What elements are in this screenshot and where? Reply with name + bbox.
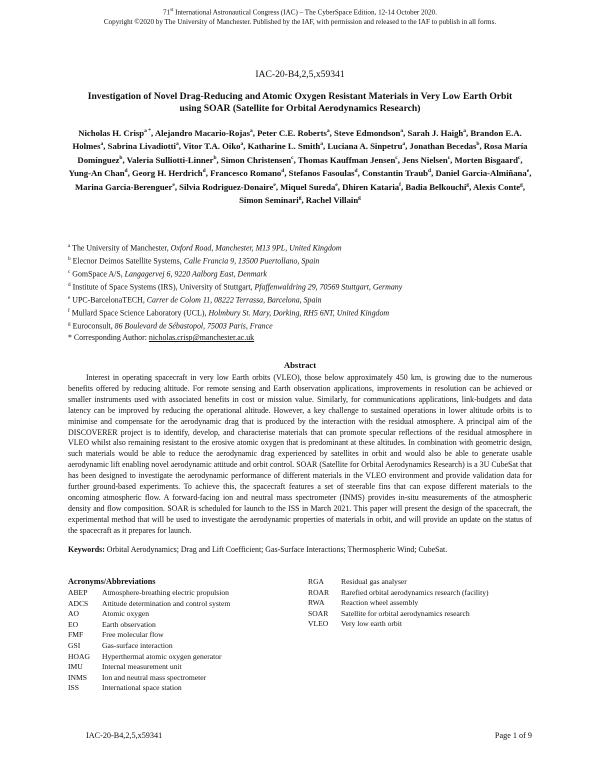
affiliation-address: Oxford Road, Manchester, M13 9PL, United Kingdom <box>170 243 342 253</box>
corresponding-author <box>68 332 548 343</box>
affiliation-institution: Mullard Space Science Laboratory (UCL), <box>69 308 209 318</box>
conference-line <box>40 6 560 17</box>
acronym-row <box>308 577 548 588</box>
conference-name: International Astronautical Congress (IAC) – The CyberSpace Edition, 12-14 October 2020. <box>173 8 437 17</box>
acronym-definition: Hyperthermal atomic oxygen generator <box>102 651 222 661</box>
author-affiliation-mark: e <box>172 181 175 188</box>
author-affiliation-mark: g <box>298 195 302 202</box>
acronym-abbr: SOAR <box>308 608 329 618</box>
acronym-abbr: IMU <box>68 662 83 672</box>
conference-header <box>40 6 560 27</box>
author-name: Badia Belkouchi <box>405 181 467 192</box>
acronym-row <box>68 641 308 652</box>
affiliation-list <box>68 241 548 344</box>
author-affiliation-mark: d <box>281 168 285 175</box>
affiliation-address: Carrer de Colom 11, 08222 Terrassa, Barcelona, Spain <box>146 295 322 305</box>
author-affiliation-mark: a <box>402 141 406 148</box>
acronym-abbr: GSI <box>68 640 81 650</box>
author-affiliation-mark: g <box>520 181 523 188</box>
footer-page-number: Page 1 of 9 <box>494 731 532 740</box>
author-name: Morten Bisgaard <box>454 154 518 165</box>
affiliation-address: Calle Francia 9, 13500 Puertollano, Spain <box>183 256 320 266</box>
author-name: Stefanos Fasoulas <box>288 168 355 179</box>
author-affiliation-mark: a <box>240 141 244 148</box>
acronym-abbr: ROAR <box>308 587 330 597</box>
acronym-definition: Atmosphere-breathing electric propulsion <box>102 588 229 597</box>
affiliation <box>68 319 548 332</box>
conference-ordinal: st <box>170 8 174 13</box>
conference-number: 71 <box>163 8 171 17</box>
acronym-row <box>68 609 308 620</box>
affiliation-mark: e <box>68 295 71 302</box>
paper-title: Investigation of Novel Drag-Reducing and Atomic Oxygen Resistant Materials in Very Low Earth Orbit using SOAR (Satellite for Orbital Aerodynamics Research) <box>87 91 513 114</box>
author-name: Sarah J. Haigh <box>407 127 464 138</box>
acronym-row <box>68 599 308 610</box>
author-affiliation-mark: a * <box>144 128 151 134</box>
acronym-row <box>68 620 308 631</box>
author-name: Simon Seminari <box>239 195 299 206</box>
acronym-row <box>68 673 308 684</box>
author-affiliation-mark: a <box>320 141 323 148</box>
acronym-row <box>308 609 548 620</box>
acronym-abbr: INMS <box>68 672 87 682</box>
acronym-definition: Free molecular flow <box>102 630 164 640</box>
footer-paper-code: IAC-20-B4,2,5,x59341 <box>86 731 163 740</box>
acronym-definition: Internal measurement unit <box>102 662 182 672</box>
author-affiliation-mark: a <box>463 128 467 134</box>
copyright-line: Copyright ©2020 by The University of Manchester. Published by the IAF, with permission and released to the IAF to publish in all forms. <box>103 18 497 27</box>
acronym-abbr: RGA <box>308 577 325 586</box>
author-affiliation-mark: g <box>466 181 470 188</box>
acronym-row <box>68 662 308 673</box>
author-affiliation-mark: e <box>335 181 338 188</box>
abstract-heading: Abstract <box>283 360 317 370</box>
affiliation <box>68 267 548 280</box>
author-name: Steve Edmondson <box>334 127 401 138</box>
acronym-row <box>68 652 308 663</box>
affiliation-mark: g <box>68 321 71 328</box>
acronym-definition: Rarefied orbital aerodynamics research (facility) <box>341 587 489 597</box>
acronym-row <box>68 588 308 599</box>
author-affiliation-mark: a <box>250 128 253 134</box>
author-name: Rosa María Domínguez <box>77 141 528 165</box>
acronyms-right-column <box>308 577 548 630</box>
author-name: Marina Garcia-Berenguer <box>74 181 173 192</box>
affiliation-address: Langagervej 6, 9220 Aalborg East, Denmark <box>124 269 267 279</box>
abstract-text: Interest in operating spacecraft in very low Earth orbits (VLEO), those below approximately 450 km, is growing due to the numerous benefits offered by reducing altitude. For remote sensing and Earth observation applications, improvements in resolution can be achieved or smaller instruments used with associated benefits in cost or mission value. Similarly, for communications applications, link-budgets and data latency can be improved by reducing the operational altitude. However, a key challenge to sustained operations in lower altitude orbits is to minimise and compensate for the aerodynamic drag that is produced by the interaction with the residual atmosphere. A principal aim of the DISCOVERER project is to identify, develop, and characterise materials that can promote specular reflections of the residual atmosphere in VLEO whilst also remaining resistant to the erosive atomic oxygen that is predominant at these altitudes. In combination with geometric design, such materials would be able to reduce the aerodynamic drag experienced by satellites in orbit and would also be able to generate usable aerodynamic lift enabling novel aerodynamic attitude and orbit control. SOAR (Satellite for Orbital Aerodynamics Research) is a 3U CubeSat that has been designed to investigate the aerodynamic performance of different materials in the VLEO environment and provide validation data for further ground-based experiments. To achieve this, the spacecraft features a set of steerable fins that can expose different materials to the oncoming atmospheric flow. A forward-facing ion and neutral mass spectrometer (INMS) provides in-situ measurements of the atmospheric density and flow composition. SOAR is scheduled for launch to the ISS in March 2021. This paper will present the design of the spacecraft, the experimental method that will be used to investigate the aerodynamic properties of materials in orbit, and will provide an update on the status of the spacecraft as it prepares for launch. <box>68 373 532 535</box>
author-name: Valeria Sulliotti-Linner <box>126 154 214 165</box>
affiliation-mark: a <box>68 243 71 249</box>
author-affiliation-mark: g <box>358 195 361 202</box>
keywords-text: Orbital Aerodynamics; Drag and Lift Coefficient; Gas-Surface Interactions; Thermospheric Wind; CubeSat. <box>104 545 448 554</box>
acronym-row <box>68 630 308 641</box>
acronym-definition: Satellite for orbital aerodynamics research <box>341 608 470 618</box>
acronym-row <box>308 598 548 609</box>
author-name: Silvia Rodriguez-Donaire <box>179 181 274 192</box>
affiliation <box>68 293 548 306</box>
acronym-row <box>308 588 548 599</box>
author-affiliation-mark: e <box>526 168 530 175</box>
acronym-abbr: AO <box>68 609 79 619</box>
acronym-definition: Gas-surface interaction <box>102 640 173 650</box>
acronym-definition: Very low earth orbit <box>341 619 402 629</box>
keywords-label: Keywords: <box>68 545 105 554</box>
affiliation-institution: GomSpace A/S, <box>70 269 125 279</box>
affiliation-address: Holmbury St. Mary, Dorking, RH5 6NT, United Kingdom <box>208 308 390 318</box>
author-name: Sabrina Livadiotti <box>107 141 176 152</box>
author-affiliation-mark: a <box>100 141 104 148</box>
affiliation-mark: d <box>68 282 71 289</box>
author-name: Daniel Garcia-Almiñana <box>435 168 527 179</box>
acronym-abbr: EO <box>68 619 79 629</box>
acronyms-heading: Acronyms/Abbreviations <box>68 577 156 586</box>
affiliation-institution: Euroconsult, <box>70 321 115 331</box>
author-name: Brandon E.A. Holmes <box>72 127 522 152</box>
author-name: Luciana A. Sinpetru <box>327 141 403 152</box>
author-affiliation-mark: e <box>273 181 276 188</box>
author-affiliation-mark: d <box>354 168 358 175</box>
author-affiliation-mark: a <box>175 141 179 148</box>
author-affiliation-mark: a <box>326 128 330 134</box>
corresponding-label: * Corresponding Author: <box>68 333 149 343</box>
acronym-definition: Ion and neutral mass spectrometer <box>102 672 207 682</box>
affiliation-institution: The University of Manchester, <box>70 243 171 253</box>
paper-code: IAC-20-B4,2,5,x59341 <box>255 69 345 80</box>
acronym-row <box>308 619 548 630</box>
acronym-abbr: RWA <box>308 598 325 608</box>
acronym-abbr: ADCS <box>68 598 89 608</box>
keywords <box>68 545 532 556</box>
author-name: Georg H. Herdrich <box>131 168 203 179</box>
acronyms-left-column <box>68 588 308 694</box>
author-affiliation-mark: c <box>291 154 294 161</box>
affiliation-address: Pfaffenwaldring 29, 70569 Stuttgart, Germany <box>254 282 403 292</box>
author-name: Miquel Sureda <box>280 181 336 192</box>
acronym-definition: Atomic oxygen <box>102 609 150 619</box>
author-name: Dhiren Kataria <box>342 181 400 192</box>
acronym-abbr: VLEO <box>308 619 329 629</box>
affiliation <box>68 306 548 319</box>
acronym-definition: Earth observation <box>102 619 156 629</box>
author-name: Thomas Kauffman Jensen <box>297 154 396 165</box>
acronym-row <box>68 683 308 694</box>
acronym-abbr: ISS <box>68 683 79 693</box>
author-affiliation-mark: f <box>399 181 401 188</box>
author-affiliation-mark: c <box>517 154 521 161</box>
acronym-abbr: ABEP <box>68 588 88 597</box>
affiliation-mark: b <box>68 256 71 263</box>
author-name: Yung-An Chan <box>68 168 125 179</box>
acronym-abbr: FMF <box>68 630 84 640</box>
author-affiliation-mark: a <box>400 128 404 134</box>
acronym-definition: Attitude determination and control system <box>102 598 231 608</box>
author-affiliation-mark: d <box>428 168 432 175</box>
author-name: Alejandro Macario-Rojas <box>154 127 251 138</box>
author-name: Katharine L. Smith <box>247 141 321 152</box>
affiliation-institution: Institute of Space Systems (IRS), University of Stuttgart, <box>70 282 255 292</box>
affiliation-institution: Elecnor Deimos Satellite Systems, <box>70 256 184 266</box>
author-name: Nicholas H. Crisp <box>78 127 145 138</box>
author-affiliation-mark: d <box>202 168 206 175</box>
affiliation <box>68 254 548 267</box>
acronym-definition: International space station <box>102 683 182 693</box>
author-name: Peter C.E. Roberts <box>257 127 327 138</box>
author-affiliation-mark: d <box>124 168 128 175</box>
affiliation-mark: f <box>68 308 70 315</box>
author-list: Nicholas H. Crisp$^{a *}$, Alejandro Macario-Rojas$^a$, Peter C.E. Roberts$^a$, Steve Edmondson$^a$, Sarah J. Haigh$^a$, Brandon E.A. Holmes$^a$, Sabrina Livadiotti$^a$, Vitor T.A. Oiko$^a$, Katharine L. Smith$^a$, Luciana A. Sinpetru$^a$, Jonathan Becedas$^b$, Rosa María Domínguez$^b$, Valeria Sulliotti-Linner$^b$, Simon Christensen$^c$, Thomas Kauffman Jensen$^c$, Jens Nielsen$^c$, Morten Bisgaard$^c$, Yung-An Chan$^d$, Georg H. Herdrich$^d$, Francesco Romano$^d$, Stefanos Fasoulas$^d$, Constantin Traub$^d$, Daniel Garcia-Almiñana$^e$, Marina Garcia-Berenguer$^e$, Silvia Rodriguez-Donaire$^e$, Miquel Sureda$^e$, Dhiren Kataria$^f$, Badia Belkouchi$^g$, Alexis Conte$^g$, Simon Seminari$^g$, Rachel Villain$^g$ <box>68 127 532 206</box>
author-name: Francesco Romano <box>210 168 282 179</box>
affiliation-address: 86 Boulevard de Sébastopol, 75003 Paris, France <box>114 321 273 331</box>
author-name: Jens Nielsen <box>402 154 448 165</box>
corresponding-email: nicholas.crisp@manchester.ac.uk <box>148 333 255 343</box>
author-name: Rachel Villain <box>305 195 359 206</box>
affiliation-institution: UPC-BarcelonaTECH, <box>70 295 147 305</box>
author-name: Jonathan Becedas <box>409 141 477 152</box>
acronym-definition: Residual gas analyser <box>341 577 407 586</box>
acronym-abbr: HOAG <box>68 651 90 661</box>
author-affiliation-mark: b <box>476 141 480 148</box>
author-name: Simon Christensen <box>220 154 292 165</box>
author-affiliation-mark: c <box>395 154 398 161</box>
author-affiliation-mark: b <box>213 154 217 161</box>
author-name: Vitor T.A. Oiko <box>182 141 241 152</box>
acronym-definition: Reaction wheel assembly <box>341 598 419 608</box>
affiliation-mark: c <box>68 269 71 276</box>
affiliation <box>68 241 548 254</box>
affiliation <box>68 280 548 293</box>
author-name: Constantin Traub <box>361 168 429 179</box>
author-affiliation-mark: b <box>119 154 123 161</box>
author-name: Alexis Conte <box>473 181 521 192</box>
author-affiliation-mark: c <box>447 154 451 161</box>
